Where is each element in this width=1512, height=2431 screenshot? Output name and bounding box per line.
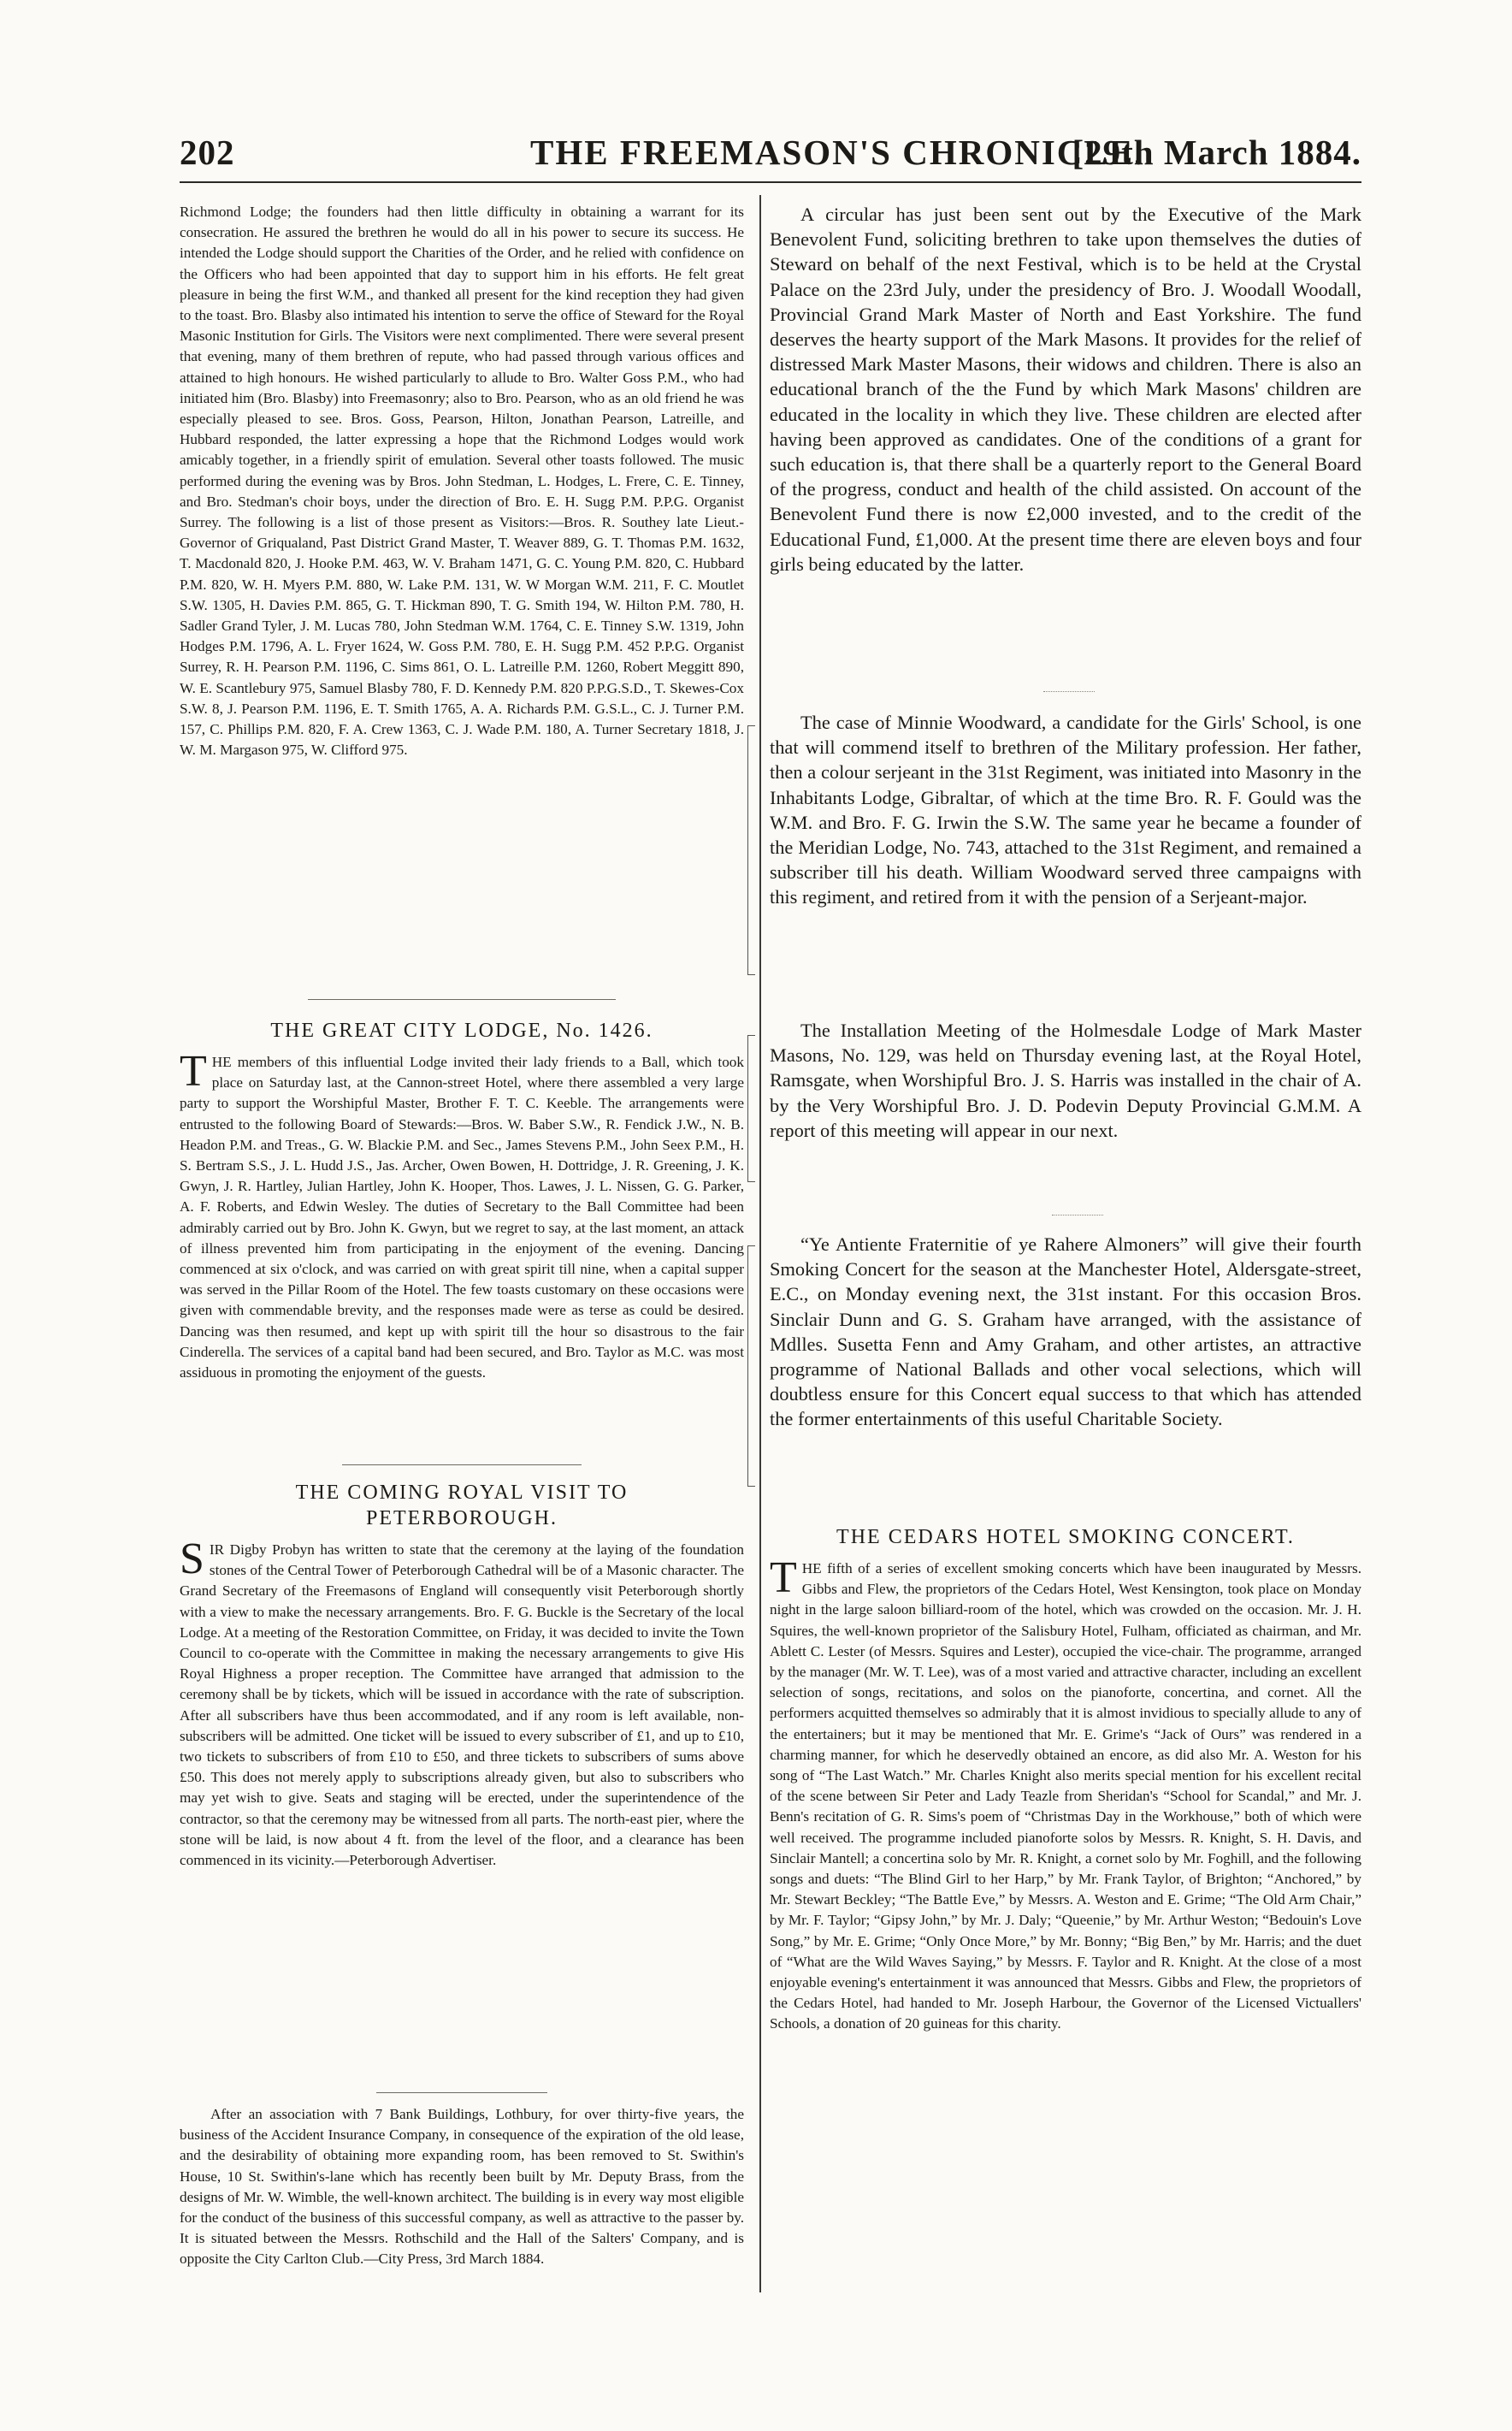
great-city-lodge-heading: THE GREAT CITY LODGE, No. 1426.: [270, 1020, 653, 1042]
section-divider: [308, 999, 616, 1000]
drop-cap: S: [180, 1535, 204, 1583]
mark-benevolent-fund-article: A circular has just been sent out by the Executive of the Mark Benevolent Fund, soliciting brethren to take upon themselves the duties of Steward on behalf of the next Festival, which is to be held at the Crystal Palace on the 23rd July, under the presidency of Bro. J. Woodall Woodall, Provincial Grand Mark Master of North and East Yorkshire. The fund deserves the hearty support of the Mark Masons. It provides for the relief of distressed Mark Master Masons, their widows and children. There is also an educational branch of the the Fund by which Mark Masons' children are educated in the locality in which they live. These children are elected after having been approved as candidates. One of the conditions of a grant for such education is, that there shall be a quarterly report to the General Board of the progress, conduct and health of the child assisted. On account of the Benevolent Fund there is now £2,000 invested, and to the credit of the Educational Fund, £1,000. At the present time there are eleven boys and four girls being educated by the latter.: [770, 204, 1361, 575]
woodward-section: [770, 710, 1361, 984]
cedars-hotel-heading: THE CEDARS HOTEL SMOKING CONCERT.: [836, 1526, 1295, 1548]
royal-visit-section: [180, 1480, 744, 2089]
column-rule: [759, 195, 761, 2292]
issue-date: [29th March 1884.: [1072, 133, 1361, 172]
royal-visit-heading-line-2: PETERBOROUGH.: [365, 1507, 558, 1529]
great-city-lodge-section: [180, 1018, 744, 1463]
section-divider: [1043, 691, 1095, 692]
rahere-almoners-article: “Ye Antiente Fraternitie of ye Rahere Almoners” will give their fourth Smoking Concert for the season at the Manchester Hotel, Aldersgate-street, E.C., on Monday evening next, the 31st instant. For this occasion Bros. Sinclair Dunn and G. S. Graham have arranged, with the assistance of Mdlles. Susetta Fenn and Amy Graham, and other artistes, an attractive programme of National Ballads and other vocal selections, which will doubtless ensure for this Concert equal success to that which has attended the former entertainments of this useful Charitable Society.: [770, 1233, 1361, 1430]
holmesdale-section: [770, 1018, 1361, 1189]
section-divider: [342, 1464, 582, 1465]
minnie-woodward-article: The case of Minnie Woodward, a candidate for the Girls' School, is one that will commend itself to brethren of the Military profession. Her father, then a colour serjeant in the 31st Regiment, was initiated into Masonry in the Inhabitants Lodge, Gibraltar, of which at the time Bro. R. F. Gould was the W.M. and Bro. F. G. Irwin the S.W. The same year he became a founder of the Meridian Lodge, No. 743, attached to the 31st Regiment, and remained a subscriber till his death. William Woodward served three campaigns with this regiment, and retired from it with the pension of a Serjeant-major.: [770, 712, 1361, 908]
rahere-section: [770, 1232, 1361, 1497]
royal-visit-heading-line-1: THE COMING ROYAL VISIT TO: [295, 1482, 629, 1504]
accident-insurance-article: After an association with 7 Bank Buildings, Lothbury, for over thirty-five years, the business of the Accident Insurance Company, in consequence of the expiration of the old lease, and the desirability of obtaining more expanding room, has been removed to St. Swithin's House, 10 St. Swithin's-lane which has recently been built by Mr. Deputy Brass, from the designs of Mr. W. Wimble, the well-known architect. The building is in every way most eligible for the conduct of the business of this successful company, as well as attractive to the passer by. It is situated between the Messrs. Rothschild and the Hall of the Salters' Company, and is opposite the City Carlton Club.—City Press, 3rd March 1884.: [180, 2106, 744, 2268]
margin-bracket: [747, 1245, 755, 1487]
holmesdale-lodge-article: The Installation Meeting of the Holmesdale Lodge of Mark Master Masons, No. 129, was held on Thursday evening last, at the Royal Hotel, Ramsgate, when Worshipful Bro. J. S. Harris was installed in the chair of A. by the Very Worshipful Bro. J. D. Podevin Deputy Provincial G.M.M. A report of this meeting will appear in our next.: [770, 1020, 1361, 1141]
left-column-top: [180, 202, 744, 997]
drop-cap: T: [180, 1047, 207, 1096]
page-header: [180, 132, 1361, 183]
royal-visit-article: SIR Digby Probyn has written to state that the ceremony at the laying of the foundation stones of the Central Tower of Peterborough Cathedral will be of a Masonic character. The Grand Secretary of the Freemasons of England will consequently visit Peterborough shortly with a view to make the necessary arrangements. Bro. F. G. Buckle is the Secretary of the local Lodge. At a meeting of the Restoration Committee, on Friday, it was decided to invite the Town Council to co-operate with the Committee in making the necessary arrangements to give His Royal Highness a proper reception. The Committee have arranged that admission to the ceremony shall be by tickets, which will be issued in accordance with the rate of subscription. After all subscribers have thus been accommodated, and if any room is left available, non-subscribers will be admitted. One ticket will be issued to every subscriber of £1, and up to £10, two tickets to subscribers of from £10 to £50, and three tickets to subscribers of sums above £50. This does not merely apply to subscriptions already given, but also to subscribers who may yet wish to give. Seats and staging will be erected, under the superintendence of the contractor, so that the ceremony may be witnessed from all parts. The north-east pier, where the stone will be laid, is now about 4 ft. from the level of the floor, and a clearance has been commenced in its vicinity.—Peterborough Advertiser.: [180, 1535, 744, 1869]
cedars-hotel-section: [770, 1524, 1361, 2310]
drop-cap: T: [770, 1553, 797, 1602]
great-city-lodge-article: THE members of this influential Lodge invited their lady friends to a Ball, which took place on Saturday last, at the Cannon-street Hotel, where there assembled a very large party to support the Worshipful Master, Brother F. T. C. Keeble. The arrangements were entrusted to the following Board of Stewards:—Bros. W. Baber S.W., R. Fendick J.W., N. B. Headon P.M. and Treas., G. W. Blackie P.M. and Sec., James Stevens P.M., John Seex P.M., H. S. Bertram S.S., J. L. Hudd J.S., Jas. Archer, Owen Bowen, H. Dottridge, J. R. Greening, J. K. Gwyn, J. R. Hartley, Julian Hartley, John K. Hooper, Thos. Lawes, J. L. Nissen, G. G. Parker, A. F. Roberts, and Edwin Wesley. The duties of Secretary to the Ball Committee had been admirably carried out by Bro. John K. Gwyn, but we regret to say, at the last moment, an attack of illness prevented him from participating in the enjoyment of the evening. Dancing commenced at six o'clock, and was carried on with great spirit till nine, when a capital supper was served in the Pillar Room of the Hotel. The few toasts customary on these occasions were given with commendable brevity, and the responses made were as terse as could be desired. Dancing was then resumed, and kept up with spirit till the hour so disastrous to the fair Cinderella. The services of a capital band had been secured, and Bro. Taylor as M.C. was most assiduous in promoting the enjoyment of the guests.: [180, 1047, 744, 1381]
mark-benevolent-fund-section: [770, 202, 1361, 715]
masthead-title: THE FREEMASON'S CHRONICLE.: [530, 133, 1145, 172]
margin-bracket: [747, 1035, 755, 1182]
header-rule: [180, 181, 1361, 183]
left-column-bottom: [180, 2104, 744, 2310]
margin-bracket: [747, 725, 755, 975]
page-number: 202: [180, 133, 235, 172]
section-divider: [376, 2092, 547, 2093]
richmond-lodge-article: Richmond Lodge; the founders had then little difficulty in obtaining a warrant for its consecration. He assured the brethren he would do all in his power to secure its success. He intended the Lodge should support the Charities of the Order, and he relied with confidence on the Officers who had been appointed that day to support him in his efforts. He felt great pleasure in being the first W.M., and thanked all present for the kind reception they had given to the toast. Bro. Blasby also intimated his intention to serve the office of Steward for the Royal Masonic Institution for Girls. The Visitors were next complimented. There were several present that evening, many of them brethren of repute, who had passed through various offices and attained to high honours. He wished particularly to allude to Bro. Walter Goss P.M., who had initiated him (Bro. Blasby) into Freemasonry; also to Bro. Pearson, who as an old friend he was especially pleased to see. Bros. Goss, Pearson, Hilton, Jonathan Pearson, Latreille, and Hubbard responded, the latter expressing a hope that the Richmond Lodges would work amicably together, in a friendly spirit of emulation. Several other toasts followed. The music performed during the evening was by Bros. John Stedman, L. Hodges, L. Frere, C. E. Tinney, and Bro. Stedman's choir boys, under the direction of Bro. E. H. Sugg P.M. P.P.G. Organist Surrey. The following is a list of those present as Visitors:—Bros. R. Southey late Lieut.-Governor of Griqualand, Past District Grand Master, T. Weaver 889, G. T. Thomas P.M. 1632, T. Macdonald 820, J. Hooke P.M. 463, W. V. Braham 1471, G. C. Young P.M. 820, C. Hubbard P.M. 820, W. H. Myers P.M. 880, W. Lake P.M. 131, W. W Morgan W.M. 211, F. C. Moutlet S.W. 1305, H. Davies P.M. 865, G. T. Hickman 890, T. G. Smith 194, W. Hilton P.M. 780, H. Sadler Grand Tyler, J. M. Lucas 780, John Stedman W.M. 1764, C. E. Tinney S.W. 1319, John Hodges P.M. 1796, A. L. Fryer 1624, W. Goss P.M. 780, E. H. Sugg P.M. 452 P.P.G. Organist Surrey, R. H. Pearson P.M. 1196, C. Sims 861, O. L. Latreille P.M. 1260, Robert Meggitt 890, W. E. Scantlebury 975, Samuel Blasby 780, F. D. Kennedy P.M. 820 P.P.G.S.D., T. Skewes-Cox S.W. 8, J. Pearson P.M. 1196, E. T. Smith 1765, A. A. Richards P.M. G.S.L., C. J. Turner P.M. 157, C. Phillips P.M. 820, F. A. Crew 1363, C. J. Wade P.M. 180, A. Turner Secretary 1818, J. W. M. Margason 975, W. Clifford 975.: [180, 204, 744, 759]
cedars-hotel-article: THE fifth of a series of excellent smoking concerts which have been inaugurated by Messrs. Gibbs and Flew, the proprietors of the Cedars Hotel, West Kensington, took place on Monday night in the large saloon billiard-room of the hotel, which was crowded on the occasion. Mr. J. H. Squires, the well-known proprietor of the Salisbury Hotel, Fulham, officiated as chairman, and Mr. Ablett C. Lester (of Messrs. Squires and Lester), occupied the vice-chair. The programme, arranged by the manager (Mr. W. T. Lee), was of a most varied and attractive character, including an excellent selection of songs, recitations, and solos on the pianoforte, concertina, and cornet. All the performers acquitted themselves so admirably that it is almost invidious to specially allude to any of the entertainers; but it may be mentioned that Mr. E. Grime's “Jack of Ours” was rendered in a charming manner, for which he deservedly obtained an encore, as did also Mr. A. Weston for his song of “The Last Watch.” Mr. Charles Knight also merits special mention for his excellent recital of the scene between Sir Peter and Lady Teazle from Sheridan's “School for Scandal,” and Mr. J. Benn's recitation of G. R. Sims's poem of “Christmas Day in the Workhouse,” both of which were well received. The programme included pianoforte solos by Messrs. R. Knight, S. H. Davis, and Sinclair Mantell; a concertina solo by Mr. R. Knight, a cornet solo by Mr. Foghill, and the following songs and duets: “The Blind Girl to her Harp,” by Mr. Frank Taylor, of Brighton; “Anchored,” by Mr. Stewart Beckley; “The Battle Eve,” by Messrs. A. Weston and E. Grime; “The Old Arm Chair,” by Mr. F. Taylor; “Gipsy John,” by Mr. J. Daly; “Queenie,” by Mr. Arthur Weston; “Bedouin's Love Song,” by Mr. E. Grime; “Only Once More,” by Mr. Bonny; “Big Ben,” by Mr. Harris; and the duet of “What are the Wild Waves Saying,” by Messrs. F. Taylor and R. Knight. At the close of a most enjoyable evening's entertainment it was announced that Messrs. Gibbs and Flew, the proprietors of the Cedars Hotel, had handed to Mr. Joseph Harbour, the Governor of the Licensed Victuallers' Schools, a donation of 20 guineas for this charity.: [770, 1553, 1361, 2032]
section-divider: [1052, 1215, 1103, 1216]
